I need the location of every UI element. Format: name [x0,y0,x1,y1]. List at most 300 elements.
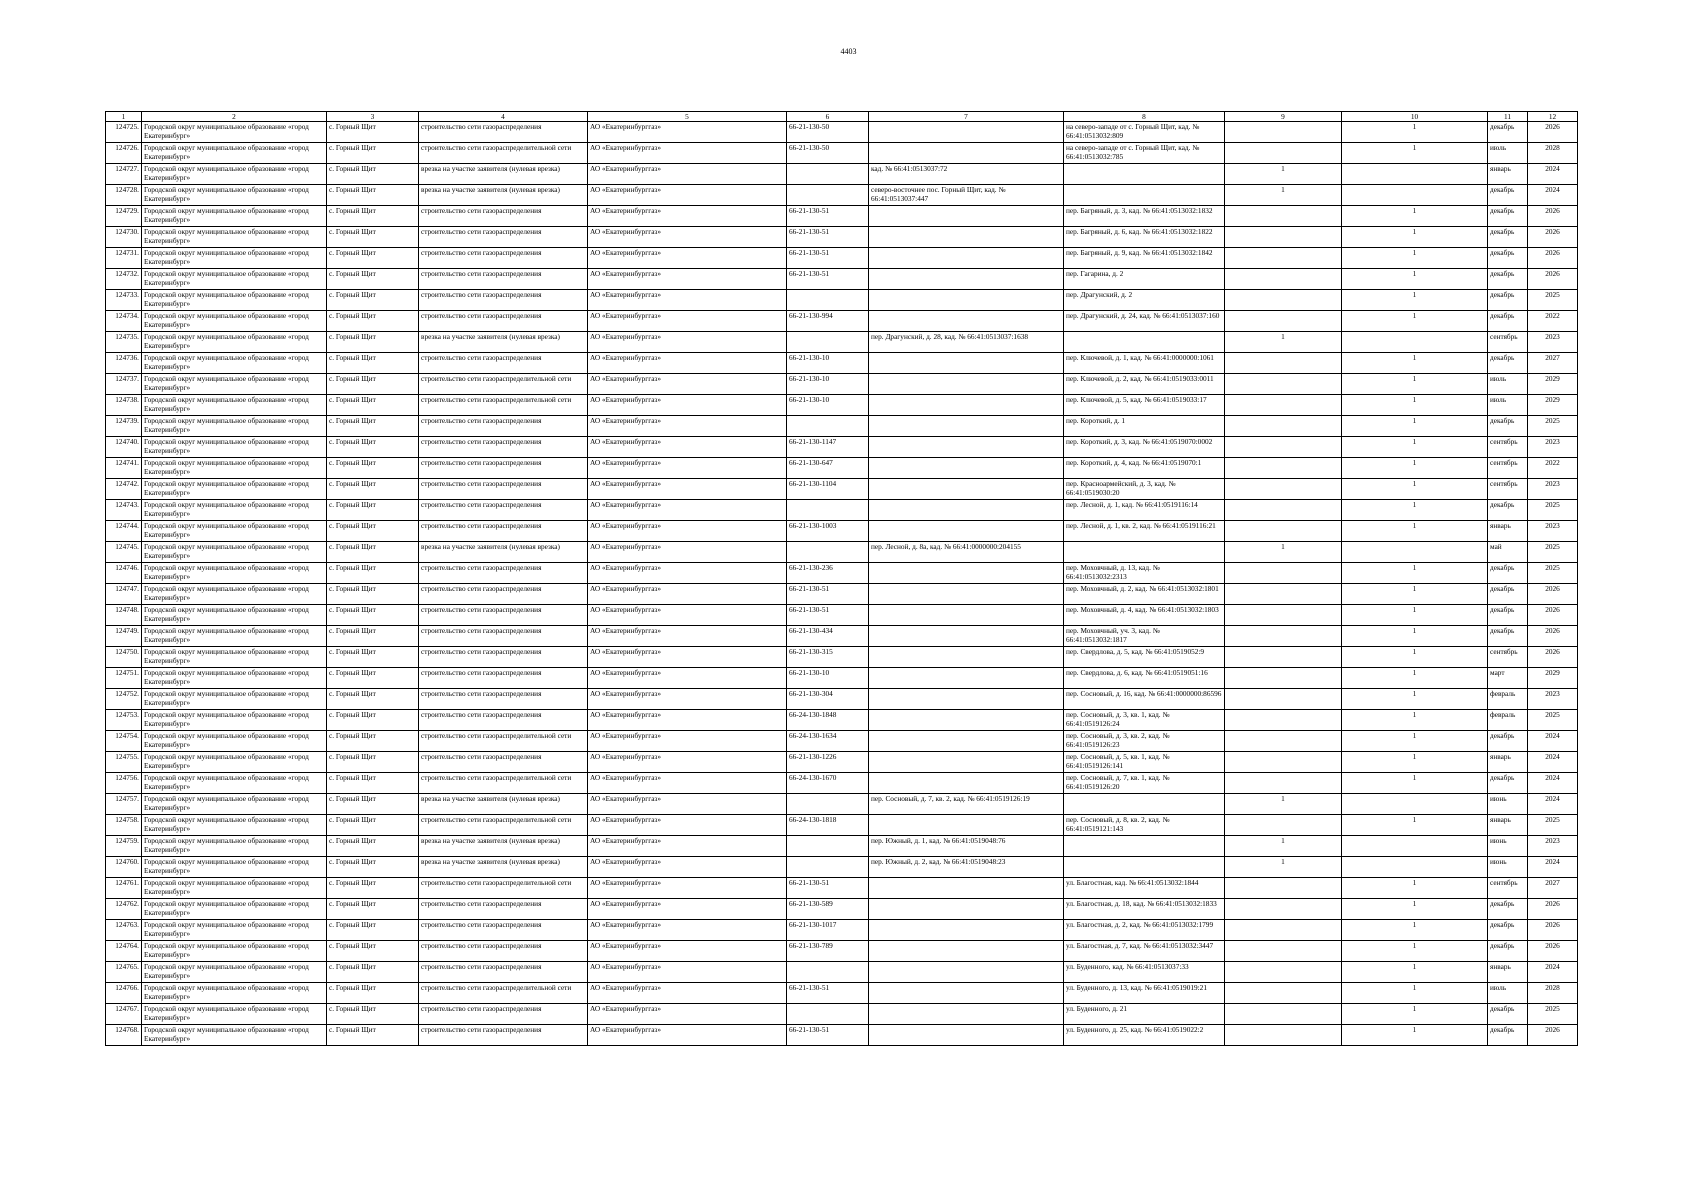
cell-month: сентябрь [1488,647,1528,668]
cell-address-construction: пер. Моховчный, д. 4, кад. № 66:41:0513032:1803 [1064,605,1225,626]
cell-municipality: Городской округ муниципальное образование «город Екатеринбург» [142,521,327,542]
cell-organization: АО «Екатеринбурггаз» [588,353,787,374]
cell-address-construction [1064,185,1225,206]
cell-organization: АО «Екатеринбурггаз» [588,605,787,626]
cell-settlement: с. Горный Щит [327,416,419,437]
cell-connection-count [1225,815,1342,836]
cell-year: 2026 [1528,122,1578,143]
table-row [106,941,1578,962]
cell-organization: АО «Екатеринбурггаз» [588,983,787,1004]
cell-row-number: 124733. [106,290,142,311]
cell-month: июнь [1488,794,1528,815]
cell-row-number: 124764. [106,941,142,962]
cell-row-number: 124765. [106,962,142,983]
cell-network-id: 66-21-130-51 [787,227,869,248]
cell-month: сентябрь [1488,332,1528,353]
cell-settlement: с. Горный Щит [327,374,419,395]
cell-network-id [787,332,869,353]
cell-month: январь [1488,521,1528,542]
cell-row-number: 124763. [106,920,142,941]
cell-year: 2027 [1528,353,1578,374]
cell-construction-count: 1 [1342,899,1488,920]
cell-address-construction: пер. Короткий, д. 4, кад. № 66:41:0519070:1 [1064,458,1225,479]
cell-month: февраль [1488,710,1528,731]
cell-municipality: Городской округ муниципальное образование «город Екатеринбург» [142,626,327,647]
cell-settlement: с. Горный Щит [327,773,419,794]
cell-year: 2024 [1528,164,1578,185]
cell-work-type: строительство сети газораспределения [419,290,588,311]
cell-construction-count: 1 [1342,227,1488,248]
cell-month: январь [1488,815,1528,836]
cell-address-construction: пер. Лесной, д. 1, кв. 2, кад. № 66:41:0519116:21 [1064,521,1225,542]
cell-row-number: 124761. [106,878,142,899]
cell-year: 2025 [1528,1004,1578,1025]
cell-connection-count: 1 [1225,542,1342,563]
cell-address-connection [869,962,1064,983]
cell-work-type: строительство сети газораспределения [419,752,588,773]
cell-municipality: Городской округ муниципальное образование «город Екатеринбург» [142,185,327,206]
cell-construction-count [1342,836,1488,857]
column-header: 11 [1488,112,1528,122]
cell-year: 2026 [1528,605,1578,626]
cell-address-connection: северо-восточнее пос. Горный Щит, кад. № 66:41:0513037:447 [869,185,1064,206]
cell-construction-count: 1 [1342,584,1488,605]
cell-work-type: строительство сети газораспределительной сети [419,773,588,794]
cell-address-connection: пер. Драгунский, д. 28, кад. № 66:41:0513037:1638 [869,332,1064,353]
cell-year: 2025 [1528,290,1578,311]
cell-year: 2028 [1528,143,1578,164]
cell-construction-count: 1 [1342,437,1488,458]
table-row [106,227,1578,248]
cell-construction-count: 1 [1342,689,1488,710]
cell-organization: АО «Екатеринбурггаз» [588,920,787,941]
table-row [106,1004,1578,1025]
cell-address-construction: пер. Багряный, д. 3, кад. № 66:41:0513032:1832 [1064,206,1225,227]
cell-year: 2026 [1528,584,1578,605]
column-header: 3 [327,112,419,122]
cell-connection-count [1225,668,1342,689]
cell-year: 2026 [1528,1025,1578,1046]
cell-address-construction: пер. Ключевой, д. 2, кад. № 66:41:0519033:0011 [1064,374,1225,395]
cell-connection-count [1225,605,1342,626]
cell-address-construction: пер. Сосновый, д. 16, кад. № 66:41:0000000:86596 [1064,689,1225,710]
cell-network-id: 66-21-130-51 [787,878,869,899]
cell-month: сентябрь [1488,479,1528,500]
cell-construction-count: 1 [1342,122,1488,143]
column-header: 8 [1064,112,1225,122]
cell-municipality: Городской округ муниципальное образование «город Екатеринбург» [142,416,327,437]
cell-address-construction: пер. Лесной, д. 1, кад. № 66:41:0519116:14 [1064,500,1225,521]
cell-connection-count [1225,1004,1342,1025]
cell-address-connection [869,1004,1064,1025]
cell-network-id: 66-21-130-1104 [787,479,869,500]
cell-address-connection [869,269,1064,290]
table-row [106,185,1578,206]
cell-address-connection [869,689,1064,710]
cell-municipality: Городской округ муниципальное образование «город Екатеринбург» [142,752,327,773]
cell-settlement: с. Горный Щит [327,311,419,332]
cell-month: май [1488,542,1528,563]
cell-work-type: строительство сети газораспределения [419,605,588,626]
column-header: 2 [142,112,327,122]
cell-construction-count: 1 [1342,395,1488,416]
cell-organization: АО «Екатеринбурггаз» [588,731,787,752]
cell-work-type: строительство сети газораспределения [419,668,588,689]
cell-row-number: 124734. [106,311,142,332]
cell-work-type: врезка на участке заявителя (нулевая врезка) [419,185,588,206]
cell-address-connection [869,227,1064,248]
cell-row-number: 124749. [106,626,142,647]
cell-settlement: с. Горный Щит [327,626,419,647]
cell-row-number: 124751. [106,668,142,689]
cell-address-construction [1064,794,1225,815]
cell-row-number: 124752. [106,689,142,710]
cell-network-id: 66-21-130-51 [787,206,869,227]
table-row [106,794,1578,815]
cell-settlement: с. Горный Щит [327,962,419,983]
cell-year: 2025 [1528,563,1578,584]
cell-connection-count [1225,437,1342,458]
cell-work-type: строительство сети газораспределения [419,710,588,731]
cell-connection-count [1225,920,1342,941]
cell-year: 2028 [1528,983,1578,1004]
cell-construction-count: 1 [1342,668,1488,689]
cell-address-connection [869,647,1064,668]
cell-network-id: 66-24-130-1818 [787,815,869,836]
cell-municipality: Городской округ муниципальное образование «город Екатеринбург» [142,311,327,332]
cell-municipality: Городской округ муниципальное образование «город Екатеринбург» [142,668,327,689]
cell-construction-count: 1 [1342,731,1488,752]
cell-construction-count: 1 [1342,710,1488,731]
cell-year: 2026 [1528,206,1578,227]
cell-work-type: строительство сети газораспределения [419,1004,588,1025]
table-row [106,983,1578,1004]
cell-year: 2026 [1528,899,1578,920]
cell-month: декабрь [1488,311,1528,332]
cell-settlement: с. Горный Щит [327,500,419,521]
cell-work-type: врезка на участке заявителя (нулевая врезка) [419,836,588,857]
cell-municipality: Городской округ муниципальное образование «город Екатеринбург» [142,563,327,584]
cell-address-connection [869,899,1064,920]
column-header: 9 [1225,112,1342,122]
cell-network-id: 66-21-130-1147 [787,437,869,458]
cell-work-type: строительство сети газораспределения [419,122,588,143]
cell-row-number: 124725. [106,122,142,143]
cell-municipality: Городской округ муниципальное образование «город Екатеринбург» [142,794,327,815]
cell-settlement: с. Горный Щит [327,584,419,605]
cell-connection-count: 1 [1225,164,1342,185]
cell-construction-count: 1 [1342,878,1488,899]
cell-row-number: 124731. [106,248,142,269]
cell-connection-count [1225,941,1342,962]
cell-year: 2025 [1528,542,1578,563]
cell-connection-count [1225,269,1342,290]
cell-municipality: Городской округ муниципальное образование «город Екатеринбург» [142,374,327,395]
cell-municipality: Городской округ муниципальное образование «город Екатеринбург» [142,500,327,521]
cell-organization: АО «Екатеринбурггаз» [588,458,787,479]
cell-address-connection [869,311,1064,332]
cell-work-type: строительство сети газораспределения [419,626,588,647]
cell-municipality: Городской округ муниципальное образование «город Екатеринбург» [142,836,327,857]
cell-year: 2024 [1528,962,1578,983]
cell-municipality: Городской округ муниципальное образование «город Екатеринбург» [142,983,327,1004]
table-row [106,962,1578,983]
cell-municipality: Городской округ муниципальное образование «город Екатеринбург» [142,878,327,899]
cell-organization: АО «Екатеринбурггаз» [588,227,787,248]
cell-connection-count [1225,353,1342,374]
cell-construction-count [1342,857,1488,878]
cell-construction-count: 1 [1342,521,1488,542]
column-header: 5 [588,112,787,122]
cell-work-type: строительство сети газораспределения [419,962,588,983]
cell-work-type: врезка на участке заявителя (нулевая врезка) [419,164,588,185]
cell-organization: АО «Екатеринбурггаз» [588,626,787,647]
cell-organization: АО «Екатеринбурггаз» [588,164,787,185]
cell-settlement: с. Горный Щит [327,647,419,668]
cell-month: декабрь [1488,185,1528,206]
cell-year: 2023 [1528,332,1578,353]
table-row [106,521,1578,542]
cell-month: июль [1488,143,1528,164]
cell-construction-count: 1 [1342,647,1488,668]
cell-year: 2029 [1528,374,1578,395]
cell-municipality: Городской округ муниципальное образование «город Екатеринбург» [142,773,327,794]
cell-settlement: с. Горный Щит [327,920,419,941]
registry-body [106,122,1578,1046]
cell-year: 2022 [1528,458,1578,479]
table-row [106,878,1578,899]
cell-construction-count: 1 [1342,752,1488,773]
cell-construction-count: 1 [1342,290,1488,311]
cell-network-id [787,290,869,311]
cell-construction-count: 1 [1342,269,1488,290]
cell-address-construction: пер. Ключевой, д. 5, кад. № 66:41:0519033:17 [1064,395,1225,416]
cell-work-type: врезка на участке заявителя (нулевая врезка) [419,857,588,878]
cell-connection-count [1225,479,1342,500]
cell-settlement: с. Горный Щит [327,878,419,899]
cell-address-connection [869,458,1064,479]
cell-connection-count: 1 [1225,794,1342,815]
cell-month: декабрь [1488,122,1528,143]
cell-address-connection [869,206,1064,227]
cell-settlement: с. Горный Щит [327,122,419,143]
cell-month: декабрь [1488,290,1528,311]
cell-municipality: Городской округ муниципальное образование «город Екатеринбург» [142,647,327,668]
cell-year: 2025 [1528,815,1578,836]
cell-network-id [787,1004,869,1025]
cell-connection-count [1225,500,1342,521]
cell-settlement: с. Горный Щит [327,731,419,752]
cell-organization: АО «Екатеринбурггаз» [588,248,787,269]
cell-network-id: 66-21-130-10 [787,374,869,395]
cell-address-connection [869,395,1064,416]
cell-settlement: с. Горный Щит [327,185,419,206]
cell-settlement: с. Горный Щит [327,752,419,773]
cell-row-number: 124750. [106,647,142,668]
cell-address-construction: пер. Ключевой, д. 1, кад. № 66:41:0000000:1061 [1064,353,1225,374]
cell-year: 2026 [1528,647,1578,668]
cell-month: декабрь [1488,1004,1528,1025]
cell-settlement: с. Горный Щит [327,542,419,563]
cell-year: 2022 [1528,311,1578,332]
cell-year: 2023 [1528,521,1578,542]
cell-municipality: Городской округ муниципальное образование «город Екатеринбург» [142,269,327,290]
gas-distribution-registry-table [105,111,1578,1046]
cell-address-connection: пер. Сосновый, д. 7, кв. 2, кад. № 66:41:0519126:19 [869,794,1064,815]
cell-organization: АО «Екатеринбурггаз» [588,122,787,143]
cell-connection-count [1225,983,1342,1004]
cell-month: декабрь [1488,626,1528,647]
cell-work-type: строительство сети газораспределения [419,458,588,479]
cell-address-connection: кад. № 66:41:0513037:72 [869,164,1064,185]
cell-address-construction: пер. Свердлова, д. 5, кад. № 66:41:0519052:9 [1064,647,1225,668]
table-row [106,668,1578,689]
cell-network-id [787,962,869,983]
cell-work-type: строительство сети газораспределения [419,584,588,605]
cell-organization: АО «Екатеринбурггаз» [588,542,787,563]
cell-network-id: 66-21-130-434 [787,626,869,647]
cell-settlement: с. Горный Щит [327,815,419,836]
cell-construction-count: 1 [1342,353,1488,374]
cell-year: 2023 [1528,689,1578,710]
cell-organization: АО «Екатеринбурггаз» [588,899,787,920]
cell-month: сентябрь [1488,458,1528,479]
cell-connection-count [1225,206,1342,227]
cell-work-type: строительство сети газораспределения [419,563,588,584]
cell-work-type: строительство сети газораспределения [419,647,588,668]
cell-settlement: с. Горный Щит [327,1025,419,1046]
cell-address-construction: пер. Багряный, д. 9, кад. № 66:41:0513032:1842 [1064,248,1225,269]
cell-construction-count: 1 [1342,311,1488,332]
cell-year: 2026 [1528,920,1578,941]
cell-network-id [787,857,869,878]
cell-network-id: 66-21-130-51 [787,983,869,1004]
cell-organization: АО «Екатеринбурггаз» [588,206,787,227]
cell-row-number: 124746. [106,563,142,584]
cell-organization: АО «Екатеринбурггаз» [588,668,787,689]
cell-organization: АО «Екатеринбурггаз» [588,437,787,458]
cell-settlement: с. Горный Щит [327,521,419,542]
cell-address-connection [869,983,1064,1004]
cell-municipality: Городской округ муниципальное образование «город Екатеринбург» [142,227,327,248]
cell-connection-count: 1 [1225,857,1342,878]
cell-row-number: 124744. [106,521,142,542]
cell-network-id: 66-21-130-51 [787,269,869,290]
cell-settlement: с. Горный Щит [327,710,419,731]
cell-organization: АО «Екатеринбурггаз» [588,311,787,332]
cell-row-number: 124740. [106,437,142,458]
cell-work-type: строительство сети газораспределения [419,479,588,500]
cell-year: 2025 [1528,500,1578,521]
cell-address-connection [869,143,1064,164]
cell-settlement: с. Горный Щит [327,689,419,710]
cell-connection-count [1225,563,1342,584]
cell-network-id: 66-21-130-10 [787,668,869,689]
cell-year: 2026 [1528,227,1578,248]
cell-row-number: 124732. [106,269,142,290]
cell-municipality: Городской округ муниципальное образование «город Екатеринбург» [142,206,327,227]
cell-network-id: 66-21-130-236 [787,563,869,584]
cell-row-number: 124754. [106,731,142,752]
cell-address-construction [1064,857,1225,878]
cell-row-number: 124755. [106,752,142,773]
cell-construction-count: 1 [1342,773,1488,794]
cell-connection-count [1225,395,1342,416]
cell-connection-count [1225,374,1342,395]
cell-construction-count [1342,332,1488,353]
cell-row-number: 124743. [106,500,142,521]
cell-construction-count: 1 [1342,479,1488,500]
cell-address-construction: пер. Сосновый, д. 7, кв. 1, кад. № 66:41:0519126:20 [1064,773,1225,794]
cell-work-type: строительство сети газораспределительной сети [419,983,588,1004]
cell-municipality: Городской округ муниципальное образование «город Екатеринбург» [142,437,327,458]
cell-address-connection [869,563,1064,584]
cell-network-id: 66-21-130-789 [787,941,869,962]
cell-network-id [787,164,869,185]
cell-month: декабрь [1488,605,1528,626]
cell-connection-count [1225,731,1342,752]
cell-row-number: 124735. [106,332,142,353]
cell-organization: АО «Екатеринбурггаз» [588,500,787,521]
cell-address-connection [869,773,1064,794]
cell-address-connection [869,920,1064,941]
cell-network-id: 66-21-130-994 [787,311,869,332]
table-row [106,143,1578,164]
cell-month: декабрь [1488,920,1528,941]
column-header: 1 [106,112,142,122]
cell-connection-count [1225,752,1342,773]
cell-organization: АО «Екатеринбурггаз» [588,416,787,437]
cell-network-id: 66-21-130-315 [787,647,869,668]
cell-settlement: с. Горный Щит [327,248,419,269]
cell-municipality: Городской округ муниципальное образование «город Екатеринбург» [142,479,327,500]
cell-row-number: 124759. [106,836,142,857]
cell-municipality: Городской округ муниципальное образование «город Екатеринбург» [142,332,327,353]
cell-network-id: 66-24-130-1670 [787,773,869,794]
column-header: 12 [1528,112,1578,122]
cell-address-construction [1064,332,1225,353]
table-row [106,689,1578,710]
cell-year: 2024 [1528,185,1578,206]
cell-work-type: строительство сети газораспределения [419,248,588,269]
cell-organization: АО «Екатеринбурггаз» [588,752,787,773]
cell-month: январь [1488,962,1528,983]
cell-row-number: 124737. [106,374,142,395]
cell-connection-count [1225,878,1342,899]
cell-row-number: 124758. [106,815,142,836]
cell-address-connection: пер. Южный, д. 1, кад. № 66:41:0519048:76 [869,836,1064,857]
cell-municipality: Городской округ муниципальное образование «город Екатеринбург» [142,1025,327,1046]
cell-network-id: 66-21-130-1226 [787,752,869,773]
cell-row-number: 124730. [106,227,142,248]
cell-network-id: 66-21-130-51 [787,1025,869,1046]
cell-construction-count: 1 [1342,962,1488,983]
cell-month: сентябрь [1488,878,1528,899]
cell-construction-count: 1 [1342,248,1488,269]
cell-address-connection: пер. Лесной, д. 8а, кад. № 66:41:0000000:204155 [869,542,1064,563]
table-row [106,647,1578,668]
cell-municipality: Городской округ муниципальное образование «город Екатеринбург» [142,920,327,941]
cell-organization: АО «Екатеринбурггаз» [588,1004,787,1025]
cell-connection-count [1225,1025,1342,1046]
cell-network-id: 66-21-130-10 [787,353,869,374]
cell-year: 2024 [1528,773,1578,794]
cell-organization: АО «Екатеринбурггаз» [588,143,787,164]
table-row [106,395,1578,416]
cell-construction-count: 1 [1342,941,1488,962]
cell-month: декабрь [1488,899,1528,920]
cell-month: декабрь [1488,416,1528,437]
